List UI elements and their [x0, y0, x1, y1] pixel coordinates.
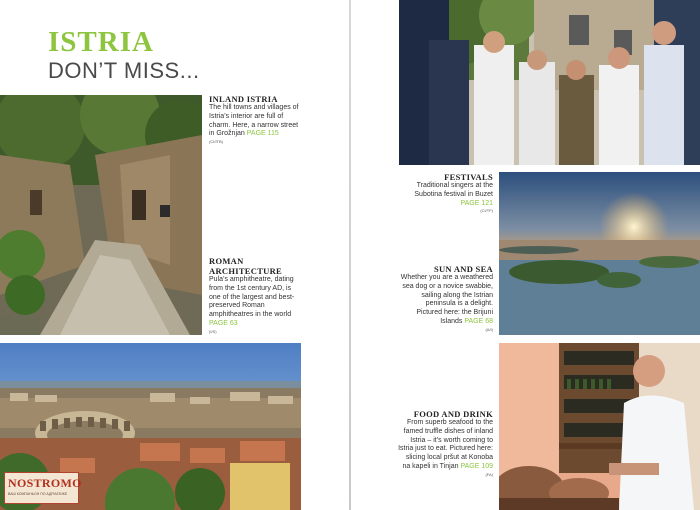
body-food-and-drink [397, 419, 493, 472]
heading-festivals: FESTIVALS [444, 172, 493, 182]
heading-food-and-drink: FOOD AND DRINK [413, 409, 493, 419]
credit-sun-and-sea: (A/I) [485, 326, 493, 332]
left-page [0, 0, 349, 510]
page-ref-festivals[interactable]: PAGE 121 [460, 199, 493, 207]
body-inland-istria [209, 104, 299, 139]
body-festivals [401, 182, 493, 208]
watermark-tagline: ВАШ КОМПАНЬОН ПО АДРИАТИКЕ [8, 492, 68, 496]
heading-inland-istria: INLAND ISTRIA [209, 94, 278, 104]
page-ref-food-and-drink[interactable]: PAGE 109 [460, 462, 493, 470]
credit-food-and-drink: (FA) [485, 471, 493, 477]
photo-festival-singers [399, 0, 700, 165]
section-food-and-drink [397, 409, 493, 477]
title-dont-miss: DON’T MISS... [48, 58, 200, 83]
heading-roman: ROMAN [209, 256, 244, 266]
section-roman-architecture [209, 256, 299, 334]
photo-brijuni-islands [499, 172, 700, 335]
text-sun-and-sea: Whether you are a weathered sea dog or a novice swabbie, sailing along the Istrian peninsula is a delight. Pictured here: the Brijuni Islands [400, 274, 493, 325]
body-roman-architecture [209, 276, 299, 329]
right-page [351, 0, 700, 510]
credit-roman-architecture: (I/S) [209, 328, 217, 334]
photo-slicing-prsut [499, 343, 700, 510]
section-inland-istria [209, 94, 299, 144]
text-inland-istria: The hill towns and villages of Istria’s interior are full of charm. Here, a narrow street in Grožnjan [209, 104, 299, 138]
section-sun-and-sea [399, 264, 493, 332]
page-ref-inland-istria[interactable]: PAGE 115 [246, 130, 279, 138]
page-ref-sun-and-sea[interactable]: PAGE 68 [464, 317, 493, 325]
title-istria: ISTRIA [48, 26, 154, 58]
body-sun-and-sea [399, 274, 493, 327]
text-roman-architecture: Pula’s amphitheatre, dating from the 1st century AD, is one of the largest and best-preserved Roman amphitheatres in the world [209, 276, 295, 319]
heading-sun-and-sea: SUN AND SEA [433, 264, 493, 274]
credit-inland-istria: (CI/ITB) [209, 139, 223, 145]
credit-festivals: (CI/TF) [480, 208, 493, 214]
heading-architecture: ARCHITECTURE [209, 266, 283, 276]
page-ref-roman-architecture[interactable]: PAGE 63 [209, 319, 238, 327]
watermark-name: NOSTROMO [8, 476, 82, 490]
text-festivals: Traditional singers at the Subotina festival in Buzet [414, 182, 493, 198]
section-festivals [401, 172, 493, 213]
watermark-logo [4, 472, 82, 504]
text-food-and-drink: From superb seafood to the famed truffle dishes of inland Istria – it’s worth coming to Istria just to eat. Pictured here: slicing local pršut at Konoba na kapeli in Tinjan [398, 419, 493, 470]
photo-groznjan-street [0, 95, 202, 335]
